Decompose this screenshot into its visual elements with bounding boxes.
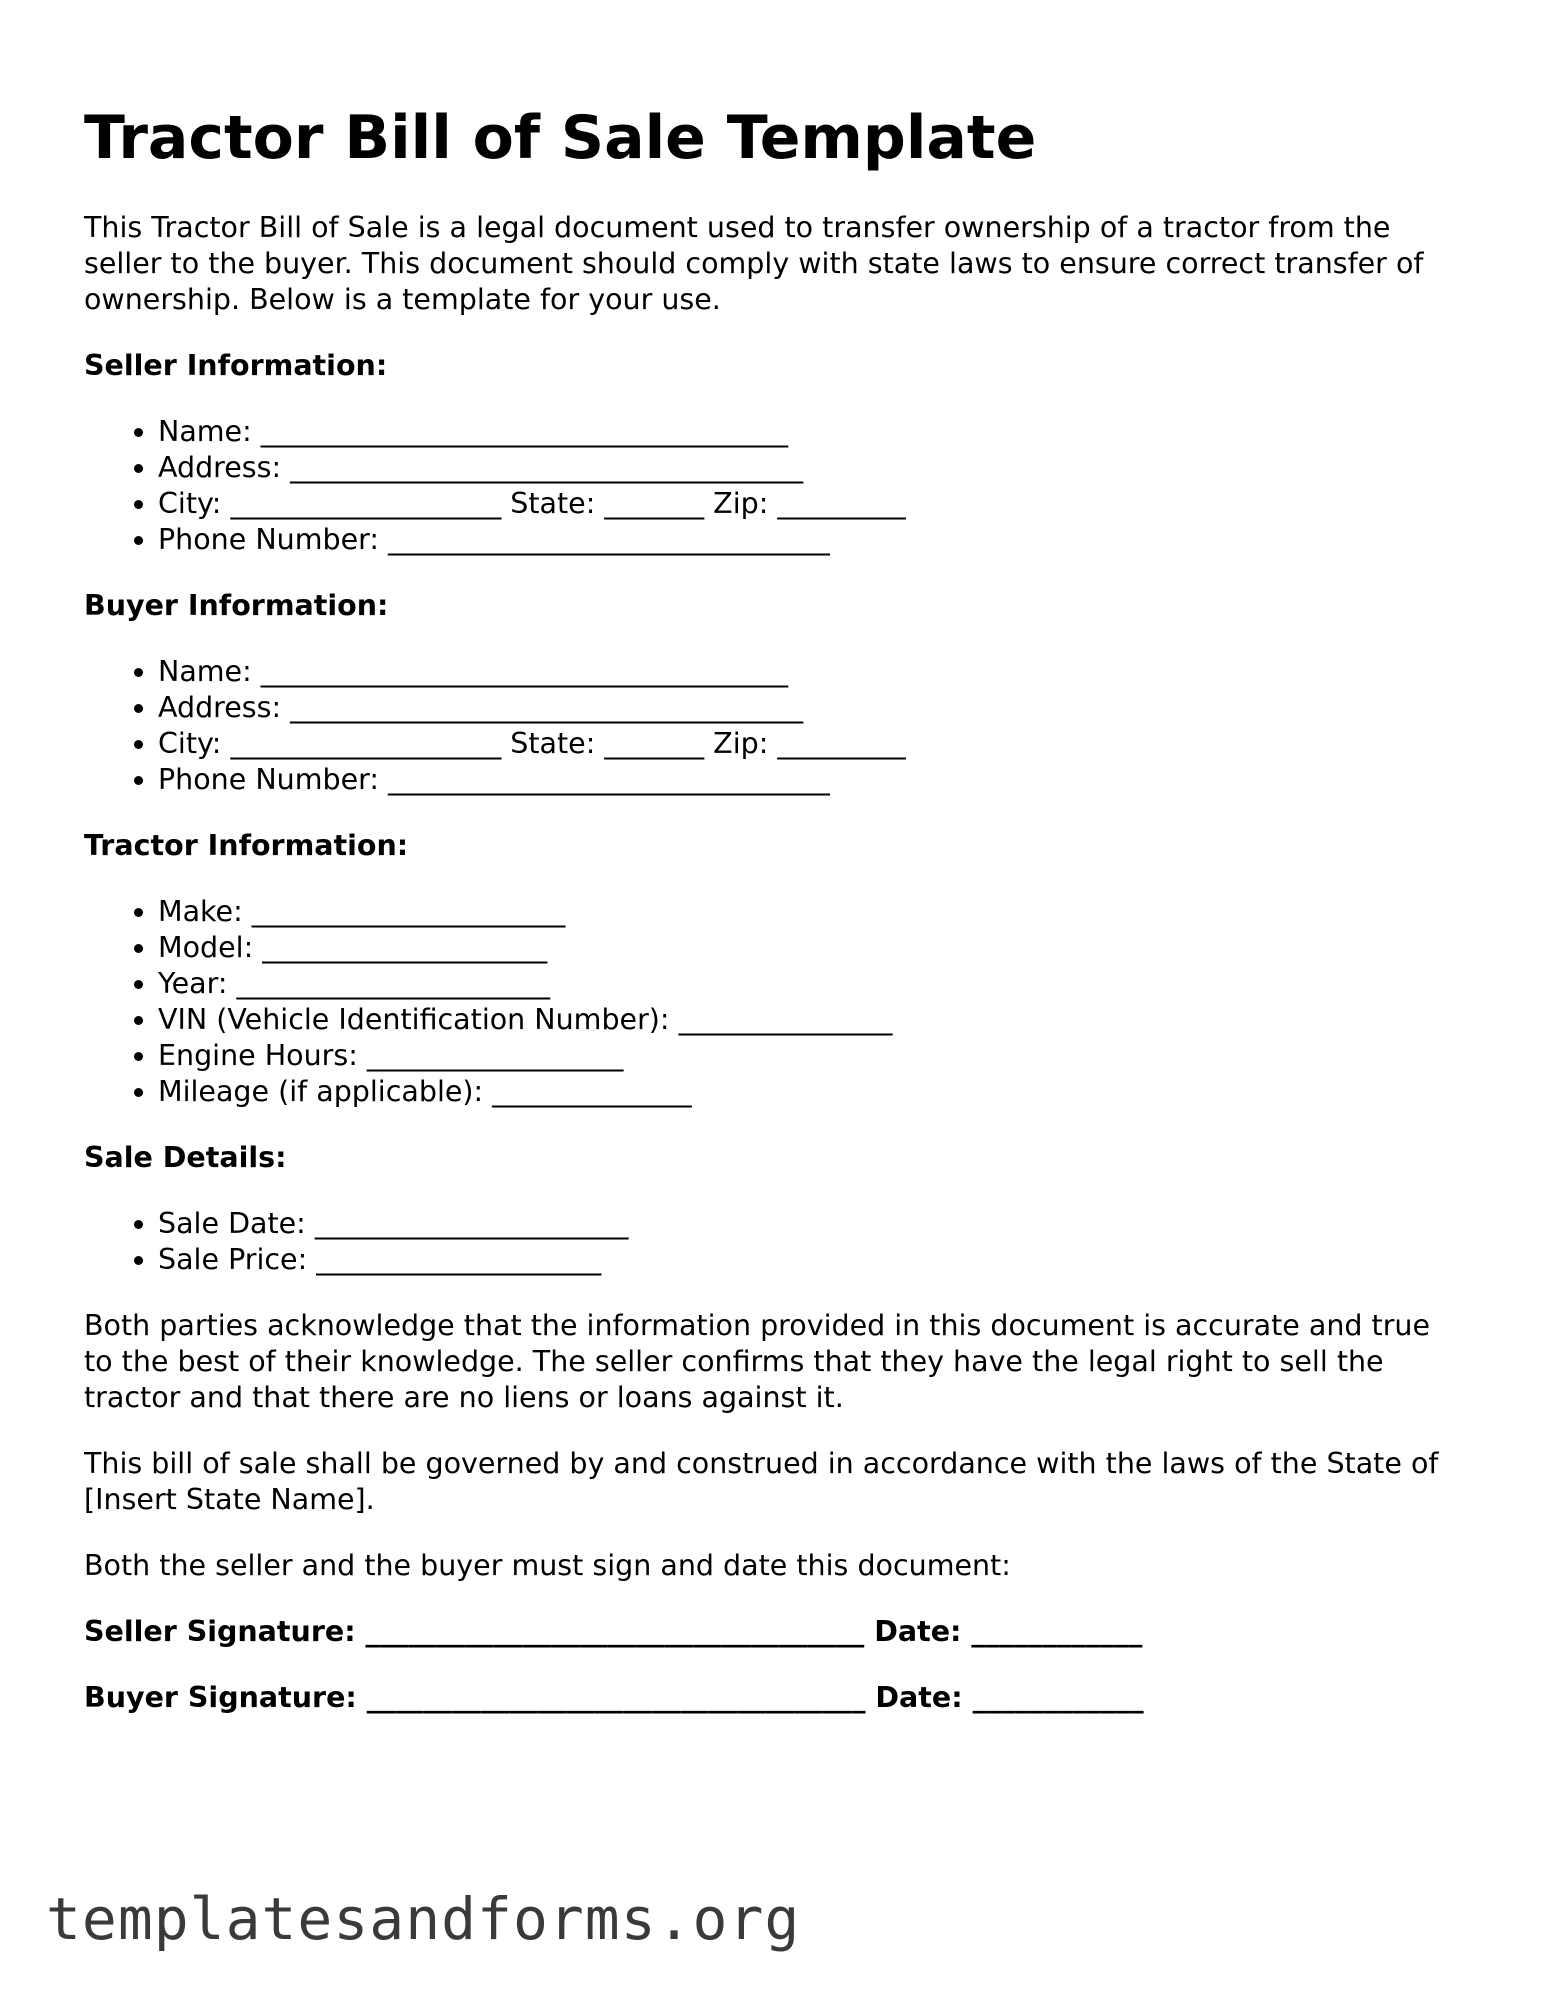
seller-address-field: • Address: ____________________________________ (158, 450, 1464, 486)
intro-paragraph: This Tractor Bill of Sale is a legal document used to transfer ownership of a tractor from the seller to the buyer. This document should comply with state laws to ensure correct transfer of ownership. Below is a template for your use. (84, 211, 1424, 316)
tractor-fields-list (84, 894, 1464, 1110)
site-watermark: templatesandforms.org (46, 1885, 801, 1953)
tractor-year-field: • Year: ______________________ (158, 966, 1464, 1002)
tractor-mileage-field: • Mileage (if applicable): ______________ (158, 1074, 1464, 1110)
buyer-heading: Buyer Information: (84, 589, 389, 622)
tractor-model-field: • Model: ____________________ (158, 930, 1464, 966)
sign-instruction: Both the seller and the buyer must sign and date this document: (84, 1549, 1011, 1582)
tractor-engine-hours-field: • Engine Hours: __________________ (158, 1038, 1464, 1074)
sale-date-field: • Sale Date: ______________________ (158, 1206, 1464, 1242)
sale-price-field: • Sale Price: ____________________ (158, 1242, 1464, 1278)
sale-fields-list (84, 1206, 1464, 1278)
buyer-signature-text: Buyer Signature: ___________________________________ Date: ____________ (84, 1681, 1144, 1714)
seller-name-field: • Name: _____________________________________ (158, 414, 1464, 450)
seller-heading: Seller Information: (84, 349, 388, 382)
buyer-signature-line (84, 1680, 1464, 1716)
seller-city-state-zip-field: • City: ___________________ State: _______ Zip: _________ (158, 486, 1464, 522)
buyer-phone-field: • Phone Number: _______________________________ (158, 762, 1464, 798)
seller-phone-field: • Phone Number: _______________________________ (158, 522, 1464, 558)
buyer-city-state-zip-field: • City: ___________________ State: _______ Zip: _________ (158, 726, 1464, 762)
document-title: Tractor Bill of Sale Template (84, 103, 1037, 173)
buyer-name-field: • Name: _____________________________________ (158, 654, 1464, 690)
buyer-fields-list (84, 654, 1464, 798)
seller-fields-list (84, 414, 1464, 558)
tractor-heading: Tractor Information: (84, 829, 409, 862)
document-page (84, 100, 1464, 1716)
seller-signature-line (84, 1614, 1464, 1650)
buyer-address-field: • Address: ____________________________________ (158, 690, 1464, 726)
tractor-vin-field: • VIN (Vehicle Identification Number): _______________ (158, 1002, 1464, 1038)
sale-heading: Sale Details: (84, 1141, 287, 1174)
seller-signature-text: Seller Signature: ___________________________________ Date: ____________ (84, 1615, 1143, 1648)
governing-law-paragraph: This bill of sale shall be governed by and construed in accordance with the laws of the State of [Insert State Name]. (84, 1447, 1439, 1516)
acknowledgement-paragraph: Both parties acknowledge that the information provided in this document is accurate and true to the best of their knowledge. The seller confirms that they have the legal right to sell the tractor and that there are no liens or loans against it. (84, 1309, 1431, 1414)
tractor-make-field: • Make: ______________________ (158, 894, 1464, 930)
